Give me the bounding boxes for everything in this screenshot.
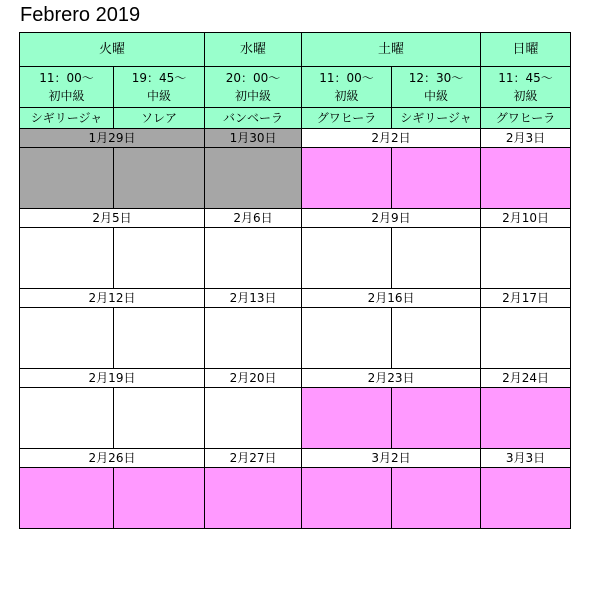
date-cell: 2月24日 bbox=[481, 369, 571, 388]
class-level: 中級 bbox=[424, 89, 449, 103]
class-level: 初級 bbox=[513, 89, 538, 103]
class-time-cell bbox=[392, 67, 481, 108]
date-cell: 3月2日 bbox=[302, 449, 481, 468]
date-cell: 2月3日 bbox=[481, 129, 571, 148]
date-cell: 2月10日 bbox=[481, 209, 571, 228]
date-row bbox=[20, 209, 571, 228]
date-cell: 1月29日 bbox=[20, 129, 205, 148]
class-slot[interactable] bbox=[114, 308, 205, 369]
date-cell: 2月16日 bbox=[302, 289, 481, 308]
class-slot-row bbox=[20, 468, 571, 529]
class-slot[interactable] bbox=[392, 148, 481, 209]
class-time-cell bbox=[205, 67, 302, 108]
schedule-table bbox=[19, 32, 571, 529]
class-slot[interactable] bbox=[20, 308, 114, 369]
weeks-body bbox=[20, 129, 571, 529]
date-cell: 2月20日 bbox=[205, 369, 302, 388]
class-slot-row bbox=[20, 148, 571, 209]
class-slot[interactable] bbox=[114, 468, 205, 529]
class-time-cell bbox=[302, 67, 392, 108]
class-time-cell bbox=[481, 67, 571, 108]
weekday-header-row bbox=[20, 33, 571, 67]
date-cell: 2月27日 bbox=[205, 449, 302, 468]
date-row bbox=[20, 129, 571, 148]
class-slot-row bbox=[20, 228, 571, 289]
class-style-row bbox=[20, 108, 571, 129]
class-level: 初中級 bbox=[235, 89, 272, 103]
class-slot[interactable] bbox=[20, 228, 114, 289]
class-slot[interactable] bbox=[205, 148, 302, 209]
date-row bbox=[20, 449, 571, 468]
class-time: 19：45～ bbox=[131, 71, 187, 85]
class-style: シギリージャ bbox=[392, 108, 481, 129]
class-slot[interactable] bbox=[20, 148, 114, 209]
class-slot-row bbox=[20, 308, 571, 369]
date-row bbox=[20, 369, 571, 388]
class-style: グワヒーラ bbox=[302, 108, 392, 129]
class-slot[interactable] bbox=[481, 148, 571, 209]
class-level: 中級 bbox=[147, 89, 172, 103]
day-header-sunday: 日曜 bbox=[481, 33, 571, 67]
date-cell: 2月6日 bbox=[205, 209, 302, 228]
date-cell: 2月23日 bbox=[302, 369, 481, 388]
date-cell: 1月30日 bbox=[205, 129, 302, 148]
class-slot[interactable] bbox=[205, 228, 302, 289]
class-time: 11：00～ bbox=[39, 71, 94, 85]
class-slot[interactable] bbox=[302, 148, 392, 209]
class-time: 11：45～ bbox=[498, 71, 553, 85]
date-cell: 2月9日 bbox=[302, 209, 481, 228]
date-cell: 2月26日 bbox=[20, 449, 205, 468]
class-time-row bbox=[20, 67, 571, 108]
date-cell: 2月12日 bbox=[20, 289, 205, 308]
date-cell: 3月3日 bbox=[481, 449, 571, 468]
class-slot[interactable] bbox=[20, 388, 114, 449]
class-slot[interactable] bbox=[481, 468, 571, 529]
class-time-cell bbox=[114, 67, 205, 108]
class-slot[interactable] bbox=[205, 308, 302, 369]
class-style: グワヒーラ bbox=[481, 108, 571, 129]
class-slot[interactable] bbox=[481, 388, 571, 449]
class-slot[interactable] bbox=[114, 148, 205, 209]
class-slot[interactable] bbox=[205, 388, 302, 449]
class-time: 20：00～ bbox=[225, 71, 281, 85]
date-cell: 2月2日 bbox=[302, 129, 481, 148]
class-slot[interactable] bbox=[392, 308, 481, 369]
class-style: バンベーラ bbox=[205, 108, 302, 129]
day-header-saturday: 土曜 bbox=[302, 33, 481, 67]
class-time-cell bbox=[20, 67, 114, 108]
page-title: Febrero 2019 bbox=[20, 4, 141, 26]
class-slot[interactable] bbox=[302, 388, 392, 449]
class-slot-row bbox=[20, 388, 571, 449]
class-time: 12：30～ bbox=[408, 71, 464, 85]
class-slot[interactable] bbox=[20, 468, 114, 529]
day-header-tuesday: 火曜 bbox=[20, 33, 205, 67]
date-cell: 2月19日 bbox=[20, 369, 205, 388]
class-slot[interactable] bbox=[114, 388, 205, 449]
class-slot[interactable] bbox=[392, 228, 481, 289]
class-time: 11：00～ bbox=[319, 71, 374, 85]
class-slot[interactable] bbox=[392, 388, 481, 449]
class-slot[interactable] bbox=[481, 228, 571, 289]
day-header-wednesday: 水曜 bbox=[205, 33, 302, 67]
class-style: シギリージャ bbox=[20, 108, 114, 129]
class-slot[interactable] bbox=[302, 308, 392, 369]
date-cell: 2月5日 bbox=[20, 209, 205, 228]
class-slot[interactable] bbox=[114, 228, 205, 289]
class-slot[interactable] bbox=[392, 468, 481, 529]
class-slot[interactable] bbox=[302, 468, 392, 529]
class-level: 初級 bbox=[334, 89, 359, 103]
class-level: 初中級 bbox=[48, 89, 85, 103]
class-slot[interactable] bbox=[205, 468, 302, 529]
date-cell: 2月13日 bbox=[205, 289, 302, 308]
class-slot[interactable] bbox=[481, 308, 571, 369]
class-style: ソレア bbox=[114, 108, 205, 129]
date-row bbox=[20, 289, 571, 308]
date-cell: 2月17日 bbox=[481, 289, 571, 308]
class-slot[interactable] bbox=[302, 228, 392, 289]
